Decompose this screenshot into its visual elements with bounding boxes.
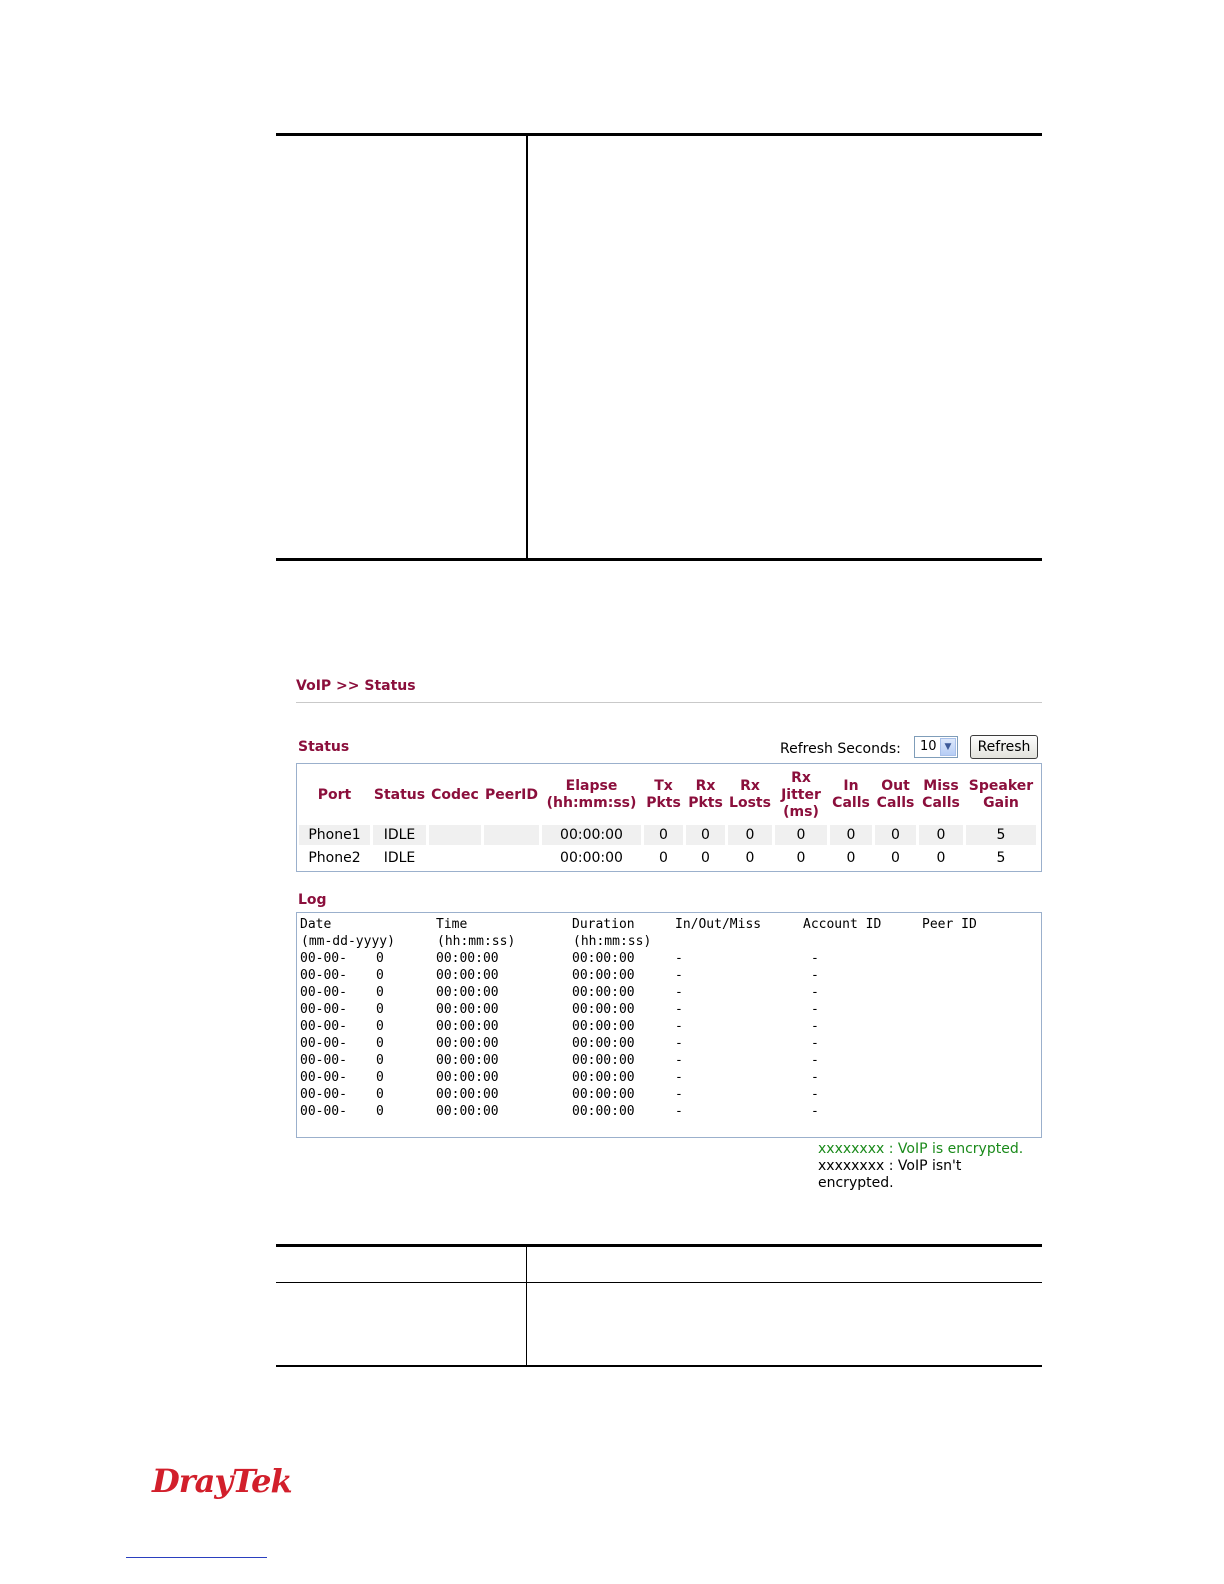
log-cell-time: 00:00:00 <box>436 951 499 966</box>
log-cell-account-id: - <box>811 1002 819 1017</box>
log-cell-time: 00:00:00 <box>436 985 499 1000</box>
log-cell-date: 00-00- <box>300 985 347 1000</box>
breadcrumb: VoIP >> Status <box>296 678 416 694</box>
log-cell-duration: 00:00:00 <box>572 1036 635 1051</box>
cell-out-calls: 0 <box>874 824 917 846</box>
column-header-peerid: PeerID <box>485 786 538 803</box>
log-cell-date-year: 0 <box>376 1019 384 1034</box>
log-cell-duration: 00:00:00 <box>572 1104 635 1119</box>
top-description-table <box>276 133 1042 561</box>
cell-elapse: 00:00:00 <box>541 824 642 846</box>
log-subheader-date: (mm-dd-yyyy) <box>301 934 395 949</box>
cell-peerid <box>483 824 540 846</box>
log-cell-time: 00:00:00 <box>436 1036 499 1051</box>
log-cell-date-year: 0 <box>376 951 384 966</box>
column-header-out-calls: Out Calls <box>876 778 915 811</box>
cell-in-calls: 0 <box>846 850 856 866</box>
log-cell-duration: 00:00:00 <box>572 951 635 966</box>
table-bottom-rule <box>276 1365 1042 1367</box>
log-cell-account-id: - <box>811 985 819 1000</box>
log-cell-duration: 00:00:00 <box>572 1053 635 1068</box>
column-header-status: Status <box>373 786 426 803</box>
log-cell-in-out-miss: - <box>675 1036 683 1051</box>
log-cell-date: 00-00- <box>300 1070 347 1085</box>
log-cell-duration: 00:00:00 <box>572 985 635 1000</box>
log-cell-account-id: - <box>811 1070 819 1085</box>
table-top-rule <box>276 133 1042 136</box>
log-cell-date: 00-00- <box>300 1104 347 1119</box>
log-header-peer-id: Peer ID <box>922 917 977 932</box>
log-cell-date: 00-00- <box>300 1002 347 1017</box>
cell-port: Phone1 <box>298 824 371 846</box>
log-cell-date-year: 0 <box>376 1002 384 1017</box>
column-header-codec: Codec <box>431 786 479 803</box>
log-cell-account-id: - <box>811 968 819 983</box>
log-cell-date-year: 0 <box>376 1036 384 1051</box>
log-cell-date: 00-00- <box>300 1053 347 1068</box>
draytek-logo: DrayTek <box>152 1462 292 1500</box>
log-cell-time: 00:00:00 <box>436 1104 499 1119</box>
cell-status: IDLE <box>383 850 416 866</box>
log-cell-in-out-miss: - <box>675 1002 683 1017</box>
status-table <box>296 763 1042 872</box>
log-cell-date-year: 0 <box>376 968 384 983</box>
log-cell-duration: 00:00:00 <box>572 1002 635 1017</box>
log-cell-account-id: - <box>811 1036 819 1051</box>
log-cell-in-out-miss: - <box>675 985 683 1000</box>
cell-port: Phone2 <box>308 850 361 866</box>
log-cell-time: 00:00:00 <box>436 1019 499 1034</box>
log-cell-date: 00-00- <box>300 951 347 966</box>
log-cell-date: 00-00- <box>300 968 347 983</box>
bottom-description-table <box>276 1244 1042 1367</box>
cell-miss-calls: 0 <box>918 824 964 846</box>
table-top-rule <box>276 1244 1042 1247</box>
log-cell-time: 00:00:00 <box>436 1053 499 1068</box>
log-header-duration: Duration <box>572 917 635 932</box>
table-column-divider <box>526 1247 527 1365</box>
log-cell-in-out-miss: - <box>675 968 683 983</box>
column-header-rx-jitter: Rx Jitter (ms) <box>781 769 821 820</box>
log-subheader-time: (hh:mm:ss) <box>437 934 516 949</box>
refresh-seconds-value: 10 <box>920 739 937 754</box>
cell-miss-calls: 0 <box>936 850 946 866</box>
table-header-rule <box>276 1282 1042 1283</box>
log-header-account-id: Account ID <box>803 917 882 932</box>
log-header-date: Date <box>300 917 332 932</box>
log-cell-duration: 00:00:00 <box>572 1070 635 1085</box>
column-header-rx-pkts: Rx Pkts <box>688 778 723 811</box>
log-cell-time: 00:00:00 <box>436 1087 499 1102</box>
log-subheader-duration: (hh:mm:ss) <box>573 934 652 949</box>
log-cell-date: 00-00- <box>300 1019 347 1034</box>
log-cell-date-year: 0 <box>376 1087 384 1102</box>
refresh-seconds-label: Refresh Seconds: <box>780 741 901 757</box>
column-header-tx-pkts: Tx Pkts <box>646 778 681 811</box>
column-header-speaker-gain: Speaker Gain <box>968 778 1034 811</box>
log-cell-date: 00-00- <box>300 1036 347 1051</box>
log-header-in-out-miss: In/Out/Miss <box>675 917 762 932</box>
cell-tx-pkts: 0 <box>659 850 668 866</box>
cell-rx-pkts: 0 <box>685 824 726 846</box>
log-cell-in-out-miss: - <box>675 1104 683 1119</box>
log-cell-duration: 00:00:00 <box>572 968 635 983</box>
log-header-time: Time <box>436 917 468 932</box>
log-cell-account-id: - <box>811 951 819 966</box>
log-cell-account-id: - <box>811 1053 819 1068</box>
log-table <box>296 912 1042 1138</box>
log-cell-time: 00:00:00 <box>436 968 499 983</box>
log-cell-date: 00-00- <box>300 1087 347 1102</box>
legend-not-encrypted: xxxxxxxx : VoIP isn't encrypted. <box>818 1158 962 1191</box>
cell-out-calls: 0 <box>891 850 900 866</box>
cell-speaker-gain: 5 <box>965 824 1037 846</box>
log-cell-date-year: 0 <box>376 1070 384 1085</box>
log-heading: Log <box>298 892 327 908</box>
log-cell-account-id: - <box>811 1087 819 1102</box>
cell-peerid <box>483 847 540 869</box>
cell-rx-pkts: 0 <box>701 850 710 866</box>
log-cell-account-id: - <box>811 1104 819 1119</box>
refresh-button[interactable]: Refresh <box>970 735 1038 759</box>
log-cell-date-year: 0 <box>376 1104 384 1119</box>
cell-elapse: 00:00:00 <box>560 850 623 866</box>
cell-speaker-gain: 5 <box>996 850 1006 866</box>
log-cell-in-out-miss: - <box>675 1087 683 1102</box>
log-cell-in-out-miss: - <box>675 951 683 966</box>
column-header-in-calls: In Calls <box>832 778 870 811</box>
table-bottom-rule <box>276 558 1042 561</box>
cell-rx-jitter: 0 <box>774 824 828 846</box>
footer-link-underline <box>126 1557 267 1558</box>
status-heading: Status <box>298 739 350 755</box>
column-header-port: Port <box>317 786 352 803</box>
cell-tx-pkts: 0 <box>643 824 684 846</box>
cell-codec <box>428 824 482 846</box>
log-cell-date-year: 0 <box>376 1053 384 1068</box>
cell-status: IDLE <box>372 824 427 846</box>
log-cell-time: 00:00:00 <box>436 1002 499 1017</box>
table-column-divider <box>526 136 528 558</box>
refresh-seconds-select[interactable] <box>914 736 958 758</box>
cell-rx-losts: 0 <box>727 824 773 846</box>
log-cell-in-out-miss: - <box>675 1053 683 1068</box>
cell-rx-jitter: 0 <box>796 850 806 866</box>
breadcrumb-divider <box>296 702 1042 703</box>
log-cell-duration: 00:00:00 <box>572 1019 635 1034</box>
column-header-elapse: Elapse (hh:mm:ss) <box>546 778 637 811</box>
log-cell-in-out-miss: - <box>675 1019 683 1034</box>
cell-in-calls: 0 <box>829 824 873 846</box>
log-cell-in-out-miss: - <box>675 1070 683 1085</box>
cell-rx-losts: 0 <box>745 850 755 866</box>
column-header-miss-calls: Miss Calls <box>922 778 960 811</box>
legend-encrypted: xxxxxxxx : VoIP is encrypted. <box>818 1141 1024 1157</box>
cell-codec <box>428 847 482 869</box>
log-cell-date-year: 0 <box>376 985 384 1000</box>
log-cell-duration: 00:00:00 <box>572 1087 635 1102</box>
chevron-down-icon[interactable]: ▼ <box>940 738 956 756</box>
log-cell-account-id: - <box>811 1019 819 1034</box>
log-cell-time: 00:00:00 <box>436 1070 499 1085</box>
column-header-rx-losts: Rx Losts <box>729 778 771 811</box>
